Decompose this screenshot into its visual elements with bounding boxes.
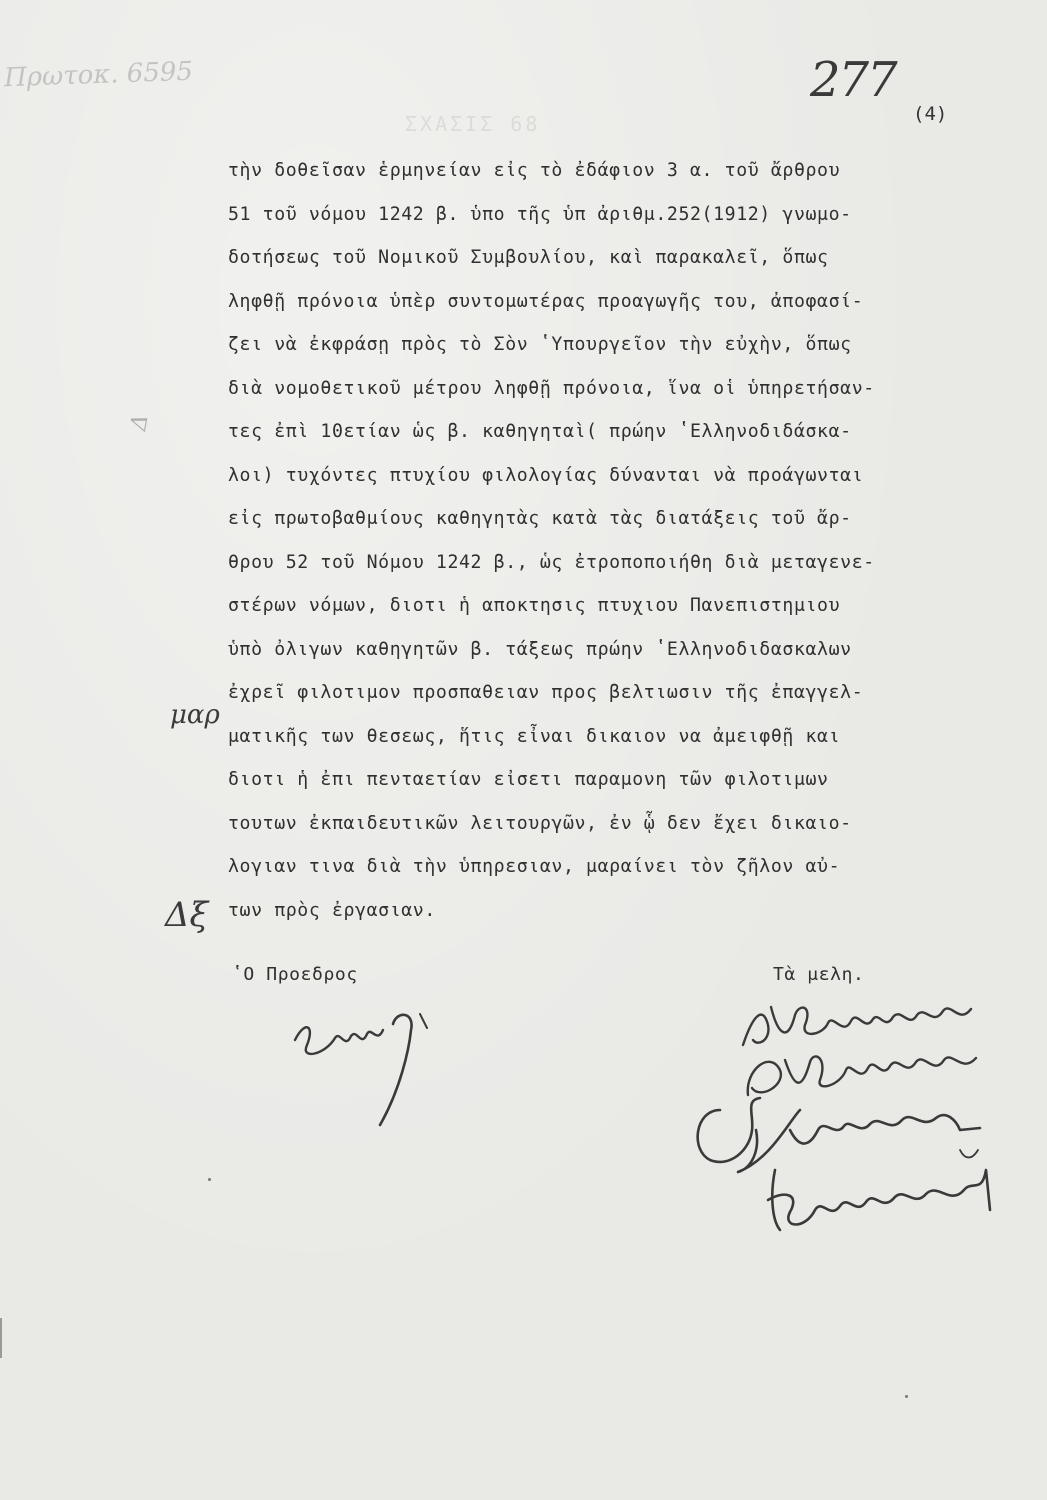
- body-line: διοτι ἡ ἐπι πενταετίαν εἰσετι παραμονη τῶν φιλοτιμων: [228, 769, 829, 790]
- body-line: στέρων νόμων, διοτι ἡ αποκτησις πτυχιου Πανεπιστημιου: [228, 595, 841, 616]
- president-signature: [285, 1000, 445, 1130]
- body-line: ζει νὰ ἐκφράσῃ πρὸς τὸ Σὸν ʽΥπουργεῖον τὴν εὐχὴν, ὅπως: [228, 334, 852, 355]
- body-line: 51 τοῦ νόμου 1242 β. ὑπο τῆς ὑπ ἀριθμ.252(1912) γνωμο-: [228, 203, 852, 225]
- body-line: εἰς πρωτοβαθμίους καθηγητὰς κατὰ τὰς διατάξεις τοῦ ἄρ-: [228, 508, 852, 529]
- body-line: τες ἐπὶ 10ετίαν ὡς β. καθηγηταὶ( πρώην ʽΕλληνοδιδάσκα-: [228, 421, 852, 442]
- members-label: Τὰ μελη.: [773, 964, 865, 985]
- top-left-note: Πρωτοκ. 6595: [3, 56, 194, 94]
- body-line: διὰ νομοθετικοῦ μέτρου ληφθῇ πρόνοια, ἵνα οἱ ὑπηρετήσαν-: [228, 377, 875, 399]
- body-line: λογιαν τινα διὰ τὴν ὑπηρεσιαν, μαραίνει τὸν ζῆλον αὐ-: [228, 856, 841, 877]
- folio-number: 277: [810, 52, 896, 108]
- body-text: [228, 155, 1018, 938]
- member-signature-4: [760, 1150, 1000, 1240]
- body-line: των πρὸς ἐργασιαν.: [228, 899, 436, 921]
- page-number: (4): [913, 103, 948, 125]
- bleed-through-heading: ΣΧΑΣΙΣ 68: [405, 112, 541, 136]
- body-line: τουτων ἐκπαιδευτικῶν λειτουργῶν, ἐν ᾧ δεν ἔχει δικαιο-: [228, 812, 852, 834]
- body-line: δοτήσεως τοῦ Νομικοῦ Συμβουλίου, καὶ παρακαλεῖ, ὅπως: [228, 247, 829, 268]
- ink-speck: [208, 1178, 211, 1181]
- margin-note: μαρ: [170, 700, 220, 730]
- president-label: ʽΟ Προεδρος: [232, 964, 358, 985]
- margin-initials: Δξ: [165, 895, 209, 935]
- body-line: θρου 52 τοῦ Νόμου 1242 β., ὡς ἐτροποποιήθη διὰ μεταγενε-: [228, 551, 875, 573]
- side-initials: Δ: [126, 412, 154, 433]
- body-line: ματικῆς των θεσεως, ἥτις εἶναι δικαιον να ἀμειφθῇ και: [228, 725, 841, 747]
- body-line: ληφθῇ πρόνοια ὑπὲρ συντομωτέρας προαγωγῆς του, ἀποφασί-: [228, 290, 864, 312]
- ink-speck: [905, 1395, 908, 1398]
- body-line: ἐχρεῖ φιλοτιμον προσπαθειαν προς βελτιωσιν τῆς ἐπαγγελ-: [228, 682, 864, 703]
- body-line: ὑπὸ ὀλιγων καθηγητῶν β. τάξεως πρώην ʽΕλληνοδιδασκαλων: [228, 638, 852, 660]
- page-edge-mark: [0, 1318, 2, 1358]
- body-line: λοι) τυχόντες πτυχίου φιλολογίας δύνανται νὰ προάγωνται: [228, 464, 864, 486]
- body-line: τὴν δοθεῖσαν ἑρμηνείαν εἰς τὸ ἐδάφιον 3 α. τοῦ ἄρθρου: [228, 160, 841, 181]
